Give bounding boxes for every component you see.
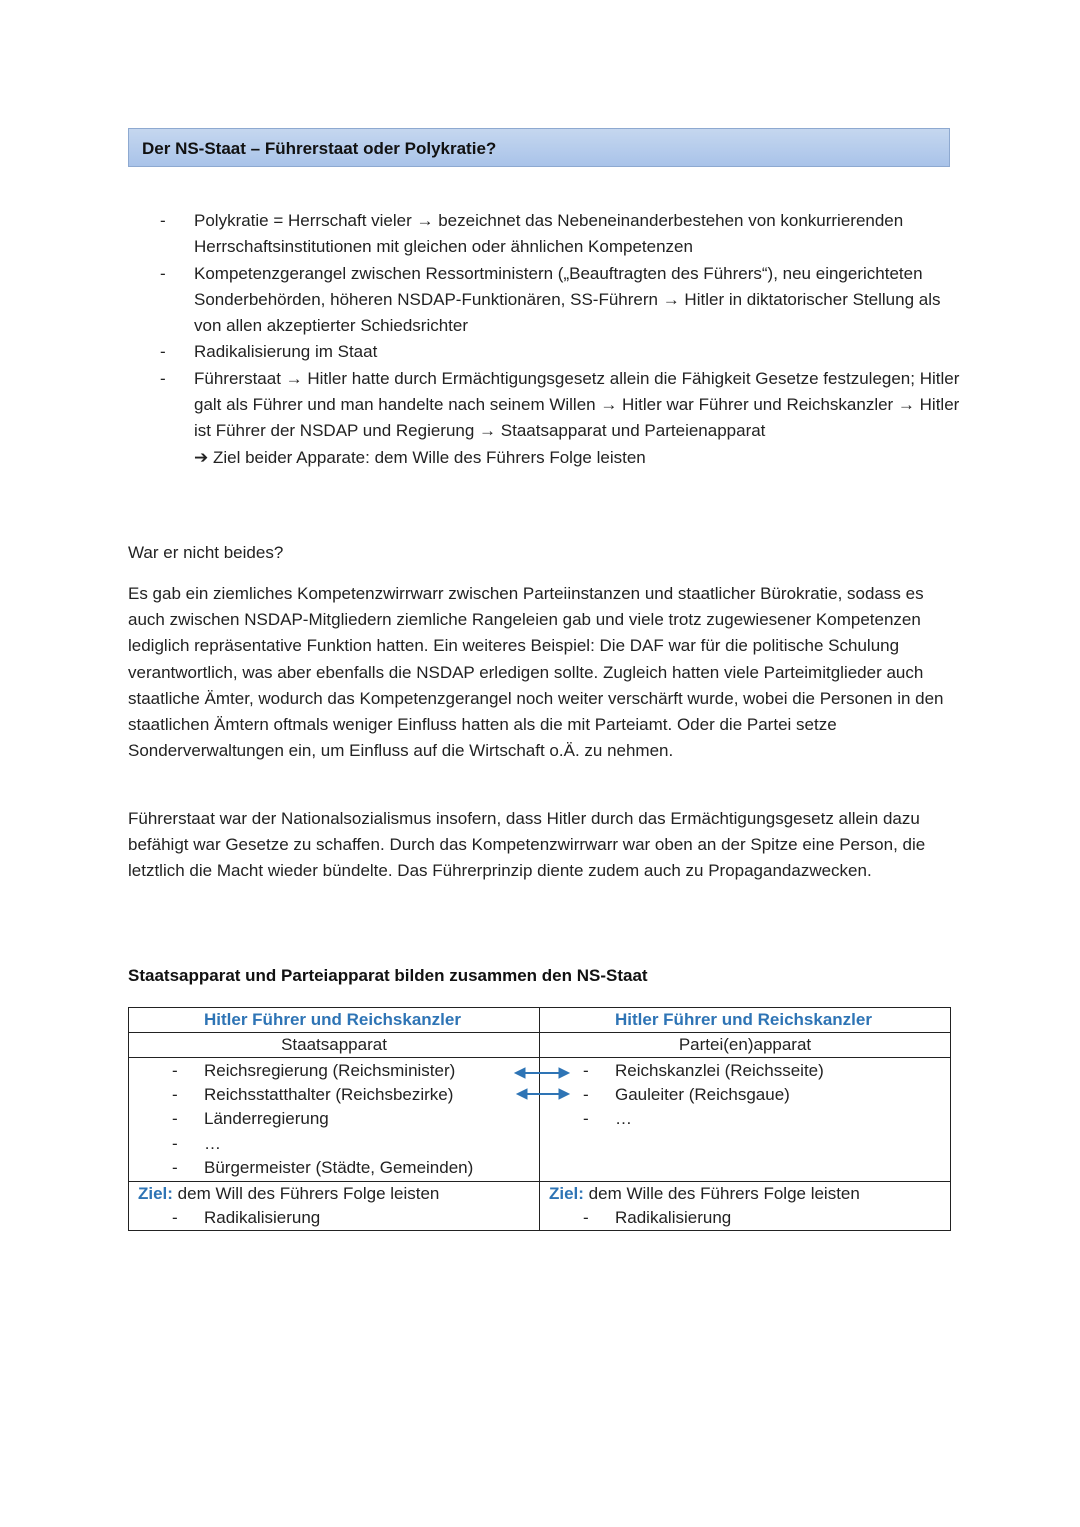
goal-line: Ziel: dem Wille des Führers Folge leisten (549, 1184, 860, 1203)
question-line: War er nicht beides? (128, 543, 284, 562)
paragraph-competence: Es gab ein ziemliches Kompetenzwirrwarr zwischen Parteiinstanzen und staatlicher Bürokratie, sodass es auch zwischen NSDAP-Mitgliedern ziemliche Rangeleien gab und viele trotz zugewiesener Kompetenzen lediglich repräsentative Funktion hatten. Ein weiteres Beispiel: Die DAF war für die politische Schulung verantwortlich, was aber ebenfalls die NSDAP erledigen sollte. Zugleich hatten viele Parteimitglieder auch staatliche Ämter, wodurch das Kompetenzgerangel noch weiter verschärft wurde, wobei die Personen in den staatlichen Ämtern oftmals weniger Einfluss hatten als die mit Parteiamt. Oder die Partei setze Sonderverwaltungen ein, um Einfluss auf die Wirtschaft o.Ä. zu nehmen. (128, 584, 944, 761)
list-item-text: Radikalisierung im Staat (194, 342, 378, 362)
list-item-text: Polykratie = Herrschaft vieler → bezeichnet das Nebeneinanderbestehen von konkurrierenden Herrschaftsinstitutionen mit gleichen oder ähnlichen Kompetenzen (194, 211, 904, 257)
list-item (128, 261, 968, 340)
list-item: - Bürgermeister (Städte, Gemeinden) (172, 1157, 474, 1177)
paragraph-fuehrerstaat: Führerstaat war der Nationalsozialismus insofern, dass Hitler durch das Ermächtigungsgesetz allein dazu befähigt war Gesetze zu schaffen. Durch das Kompetenzwirrwarr war oben an der Spitze eine Person, die letztlich die Macht wieder bündelte. Das Führerprinzip diente zudem auch zu Propagandazwecken. (128, 809, 926, 881)
table-row (129, 1008, 951, 1033)
list-item: - … (172, 1133, 221, 1153)
right-subheader: Partei(en)apparat (540, 1033, 951, 1058)
list-item (128, 366, 968, 445)
list-item: - Reichskanzlei (Reichsseite) (583, 1061, 824, 1080)
double-arrow-icons (512, 1063, 572, 1103)
conclusion-line: ➔ Ziel beider Apparate: dem Wille des Führers Folge leisten (194, 447, 646, 467)
list-item: - Länderregierung (172, 1109, 329, 1129)
right-header: Hitler Führer und Reichskanzler (540, 1008, 951, 1033)
double-arrow-icon (515, 1068, 569, 1078)
dash-marker: - (160, 211, 166, 230)
list-item: - Gauleiter (Reichsgaue) (583, 1085, 790, 1105)
left-items-cell (129, 1058, 540, 1182)
list-item-text: Führerstaat → Hitler hatte durch Ermächtigungsgesetz allein die Fähigkeit Gesetze festzulegen; Hitler galt als Führer und man handelte nach seinem Willen → Hitler war Führer und Reichskanzler → Hitler ist Führer der NSDAP und Regierung → Staatsapparat und Parteienapparat (194, 368, 960, 441)
left-goal-cell (129, 1182, 540, 1231)
left-header: Hitler Führer und Reichskanzler (129, 1008, 540, 1033)
goal-line: Ziel: dem Will des Führers Folge leisten (138, 1184, 440, 1203)
list-item: - Reichsstatthalter (Reichsbezirke) (172, 1085, 454, 1105)
dash-marker: - (160, 368, 166, 388)
list-item: - Radikalisierung (583, 1208, 732, 1227)
page-title: Der NS-Staat – Führerstaat oder Polykratie? (128, 128, 950, 167)
comparison-table (128, 1007, 951, 1231)
list-item: - Reichsregierung (Reichsminister) (172, 1061, 456, 1080)
list-item-text: Kompetenzgerangel zwischen Ressortministern („Beauftragten des Führers“), neu eingerichteten Sonderbehörden, höheren NSDAP-Funktionären, SS-Führern → Hitler in diktatorischer Stellung als von allen akzeptierter Schiedsrichter (194, 263, 941, 336)
left-subheader: Staatsapparat (129, 1033, 540, 1058)
dash-marker: - (160, 342, 166, 362)
list-item: - Radikalisierung (172, 1208, 321, 1227)
list-item (128, 208, 968, 261)
double-arrow-icon (517, 1089, 569, 1099)
table-row (129, 1182, 951, 1231)
right-items-cell (540, 1058, 951, 1182)
dash-marker: - (160, 263, 166, 283)
table-row (129, 1033, 951, 1058)
right-goal-cell (540, 1182, 951, 1231)
list-item: - … (583, 1109, 632, 1129)
section-heading: Staatsapparat und Parteiapparat bilden zusammen den NS-Staat (128, 966, 648, 985)
list-item (128, 339, 968, 365)
bullet-list (128, 208, 968, 471)
